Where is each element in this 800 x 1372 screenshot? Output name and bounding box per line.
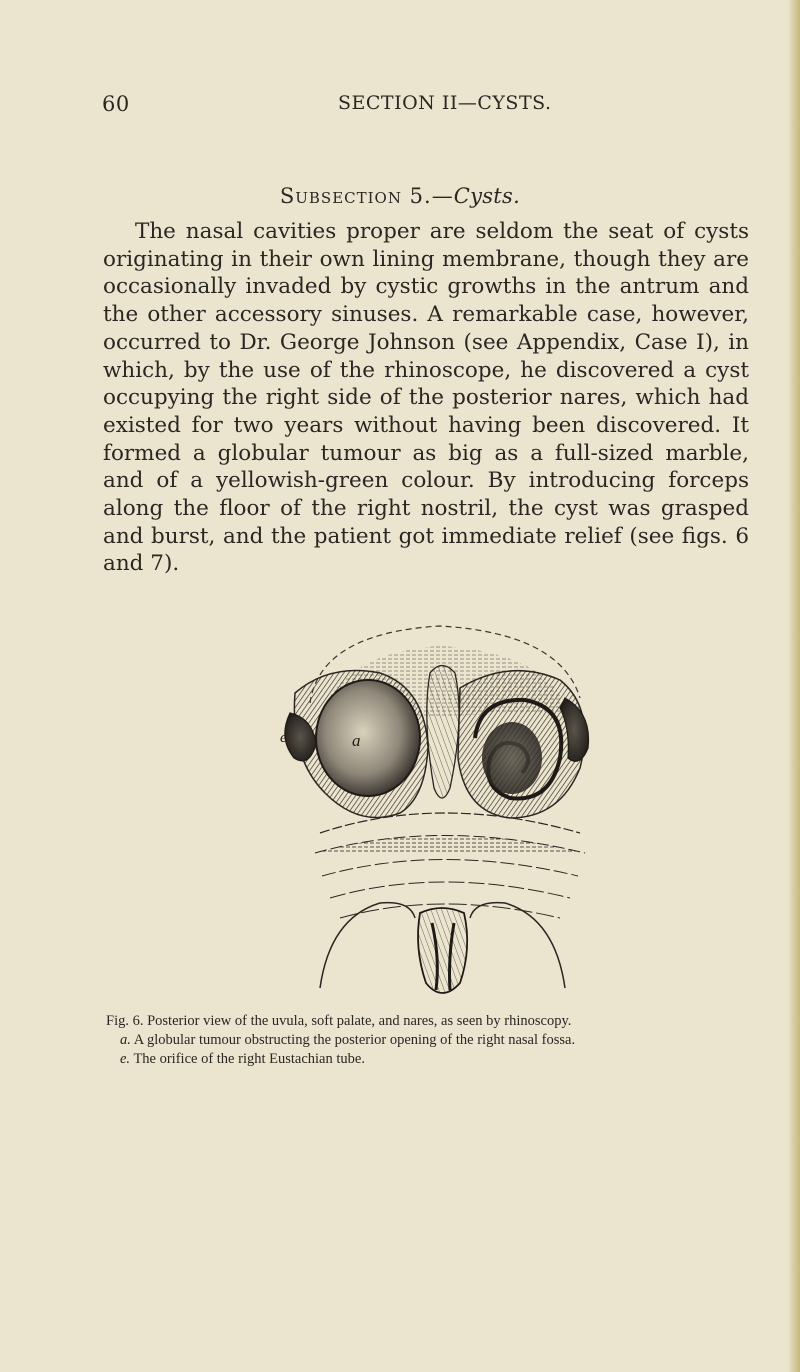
- label-a: a: [352, 731, 361, 750]
- soft-palate: [315, 836, 585, 854]
- caption-item-e: [106, 1050, 772, 1069]
- running-header: [102, 92, 742, 122]
- page-number: 60: [102, 92, 130, 116]
- figure-caption: [106, 1012, 772, 1069]
- body-paragraph: The nasal cavities proper are seldom the seat of cysts originating in their own lining membrane, though they are occasionally invaded by cystic growths in the antrum and the other accessory sinuses. A remarkable case, however, occurred to Dr. George Johnson (see Appendix, Case I), in which, by the use of the rhinoscope, he discovered a cyst occupying the right side of the posterior nares, which had existed for two years without having been discovered. It formed a globular tumour as big as a full-sized marble, and of a yellowish-green colour. By introducing forceps along the floor of the right nostril, the cyst was grasped and burst, and the patient got immediate relief (see figs. 6 and 7).: [103, 219, 749, 577]
- nasal-septum: [427, 666, 459, 799]
- caption-title: Fig. 6. Posterior view of the uvula, soft palate, and nares, as seen by rhinoscopy.: [106, 1013, 572, 1029]
- tumour-a: [316, 680, 420, 796]
- subsection-heading: [0, 184, 800, 208]
- caption-item-a-label: a.: [120, 1032, 131, 1048]
- label-e: e: [280, 730, 287, 746]
- right-pillar: [470, 903, 565, 988]
- rhinoscopy-illustration: [250, 618, 630, 1008]
- subsection-prefix: Subsection 5.—: [279, 184, 454, 208]
- uvula: [418, 908, 467, 993]
- figure-rhinoscopy: [250, 618, 630, 1008]
- subsection-title: Cysts.: [453, 184, 521, 208]
- caption-item-a-text: A globular tumour obstructing the posterior opening of the right nasal fossa.: [133, 1032, 576, 1048]
- caption-item-e-text: The orifice of the right Eustachian tube.: [133, 1051, 365, 1067]
- caption-item-e-label: e.: [120, 1051, 131, 1067]
- caption-item-a: [106, 1031, 772, 1050]
- left-pillar: [320, 903, 415, 988]
- running-title: SECTION II—CYSTS.: [338, 92, 552, 114]
